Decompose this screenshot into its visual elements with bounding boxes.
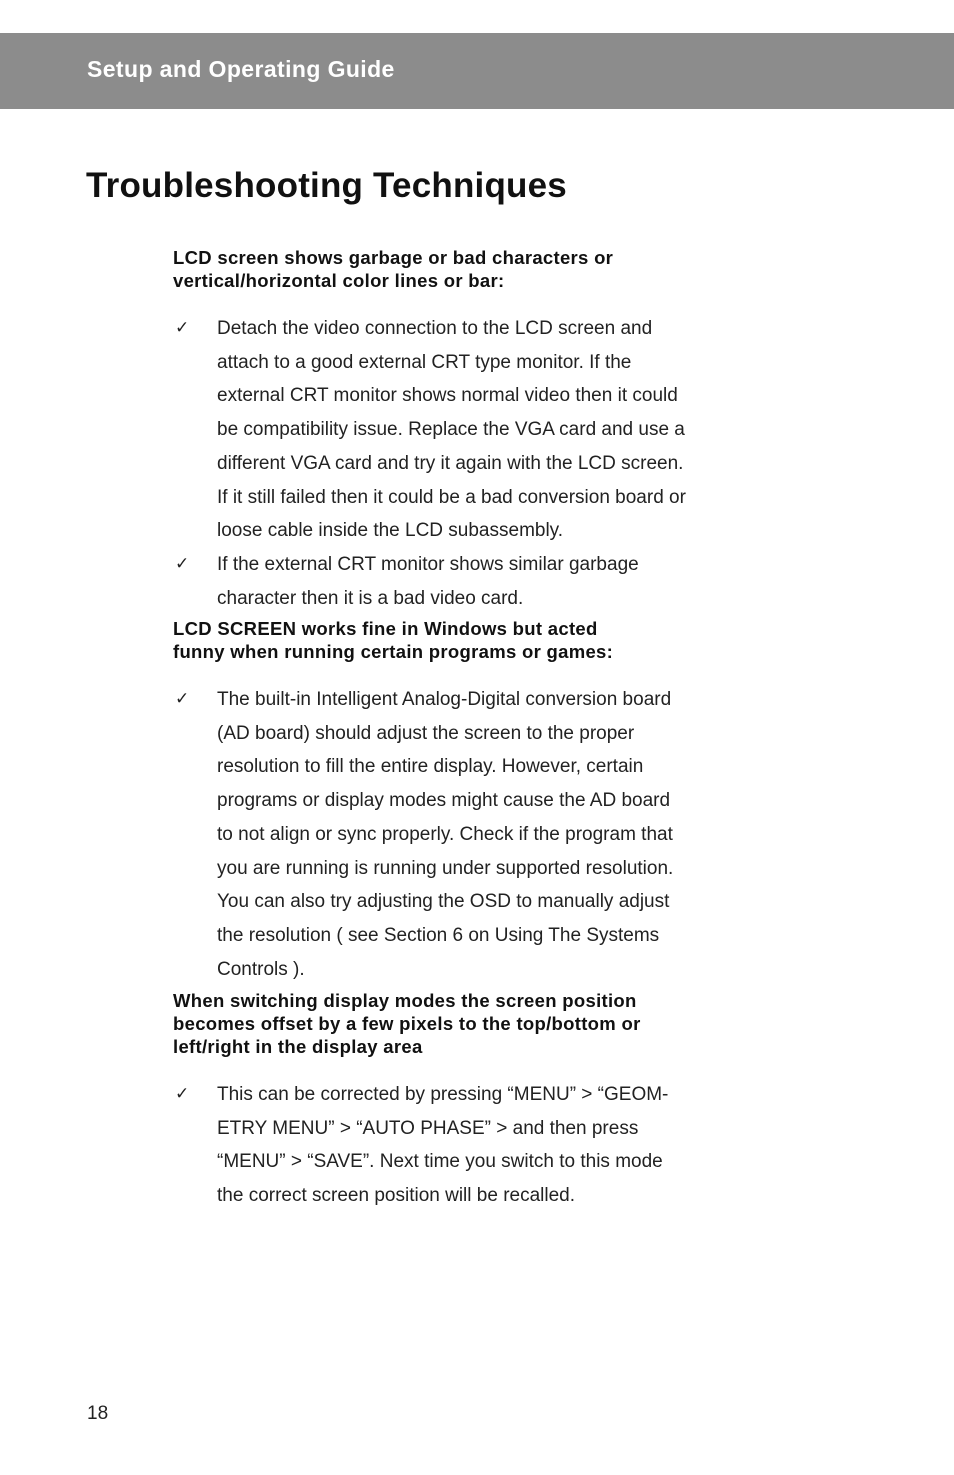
- heading-line: left/right in the display area: [173, 1036, 423, 1057]
- section-display-mode-offset: [173, 989, 783, 1213]
- bullet-item: [173, 312, 783, 548]
- bullet-line: the correct screen position will be recalled.: [217, 1185, 576, 1207]
- header-title: Setup and Operating Guide: [87, 56, 395, 82]
- bullet-line: If the external CRT monitor shows similar garbage: [217, 553, 639, 575]
- bullet-line: you are running is running under supported resolution.: [217, 857, 674, 879]
- bullet-line: character then it is a bad video card.: [217, 587, 524, 609]
- heading-line: LCD screen shows garbage or bad characters or: [173, 247, 614, 268]
- bullet-line: external CRT monitor shows normal video then it could: [217, 385, 678, 407]
- section-garbage-characters: [173, 246, 783, 615]
- bullet-line: The built-in Intelligent Analog-Digital conversion board: [217, 689, 672, 710]
- bullet-line: be compatibility issue. Replace the VGA card and use a: [217, 419, 685, 441]
- checkmark-icon: ✓: [175, 318, 190, 338]
- heading-line: When switching display modes the screen position: [173, 990, 637, 1011]
- bullet-line: Detach the video connection to the LCD screen and: [217, 318, 653, 339]
- checkmark-icon: ✓: [175, 553, 190, 574]
- bullet-line: different VGA card and try it again with the LCD screen.: [217, 452, 684, 474]
- bullet-line: attach to a good external CRT type monitor. If the: [217, 351, 632, 373]
- bullet-line: “MENU” > “SAVE”. Next time you switch to this mode: [217, 1151, 663, 1173]
- heading-line: becomes offset by a few pixels to the top/bottom or: [173, 1013, 641, 1034]
- bullet-line: ETRY MENU” > “AUTO PHASE” > and then press: [217, 1117, 639, 1139]
- heading-line: LCD SCREEN works fine in Windows but acted: [173, 618, 598, 639]
- bullet-line: Controls ).: [217, 958, 305, 980]
- checkmark-icon: ✓: [175, 1084, 190, 1104]
- bullet-line: This can be corrected by pressing “MENU” > “GEOM-: [217, 1084, 669, 1105]
- bullet-line: resolution to fill the entire display. However, certain: [217, 756, 644, 778]
- bullet-line: programs or display modes might cause the AD board: [217, 790, 671, 812]
- heading-line: funny when running certain programs or games:: [173, 641, 614, 662]
- section-heading: [173, 617, 783, 663]
- heading-line: vertical/horizontal color lines or bar:: [173, 270, 505, 291]
- bullet-line: the resolution ( see Section 6 on Using The Systems: [217, 924, 660, 946]
- bullet-line: (AD board) should adjust the screen to the proper: [217, 722, 635, 744]
- bullet-item: [173, 548, 783, 615]
- bullet-item: [173, 1078, 783, 1213]
- page-number: 18: [87, 1403, 109, 1424]
- section-heading: [173, 989, 783, 1058]
- bullet-line: If it still failed then it could be a bad conversion board or: [217, 486, 686, 508]
- checkmark-icon: ✓: [175, 689, 190, 709]
- page-title: Troubleshooting Techniques: [86, 166, 567, 205]
- bullet-line: You can also try adjusting the OSD to manually adjust: [217, 891, 670, 913]
- section-programs-games: [173, 617, 783, 986]
- section-heading: [173, 246, 783, 292]
- bullet-item: [173, 683, 783, 986]
- bullet-line: to not align or sync properly. Check if the program that: [217, 823, 673, 845]
- bullet-line: loose cable inside the LCD subassembly.: [217, 520, 564, 542]
